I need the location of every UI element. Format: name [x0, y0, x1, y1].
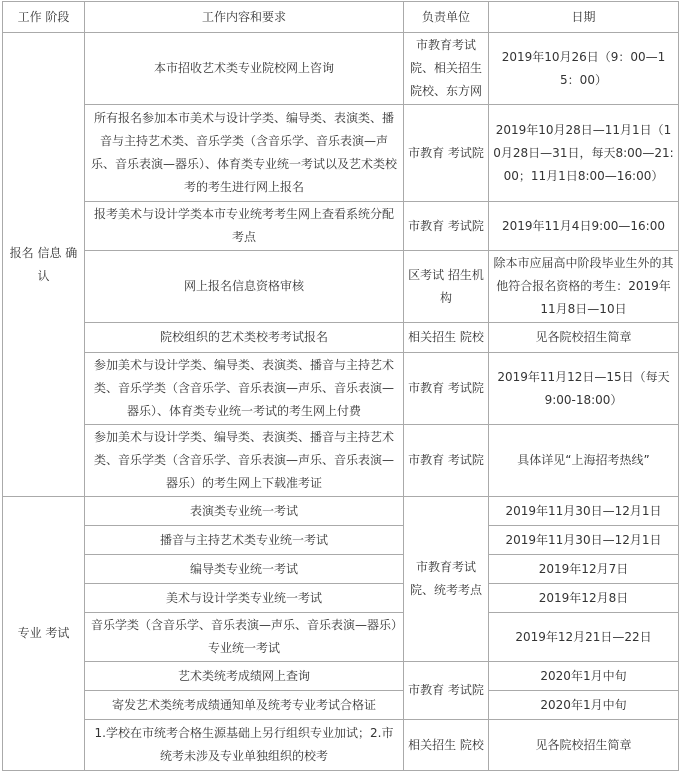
schedule-table-wrapper — [2, 1, 679, 771]
stage-exam: 专业 考试 — [3, 497, 85, 771]
row-unit: 相关招生 院校 — [404, 323, 489, 353]
row-unit: 相关招生 院校 — [404, 720, 489, 771]
header-row — [3, 2, 679, 33]
table-row — [3, 202, 679, 251]
row-content: 播音与主持艺术类专业统一考试 — [85, 526, 404, 555]
row-unit: 市教育考试院、相关招生院校、东方网 — [404, 33, 489, 105]
table-row — [3, 613, 679, 662]
row-date: 2019年12月21日—22日 — [489, 613, 679, 662]
header-unit: 负责单位 — [404, 2, 489, 33]
header-stage: 工作 阶段 — [3, 2, 85, 33]
table-row — [3, 105, 679, 202]
row-content: 本市招收艺术类专业院校网上咨询 — [85, 33, 404, 105]
table-row — [3, 323, 679, 353]
table-row — [3, 662, 679, 691]
row-date: 2019年12月7日 — [489, 555, 679, 584]
header-content: 工作内容和要求 — [85, 2, 404, 33]
row-date: 2019年10月26日（9：00—15：00） — [489, 33, 679, 105]
row-content: 艺术类统考成绩网上查询 — [85, 662, 404, 691]
row-date: 2020年1月中旬 — [489, 662, 679, 691]
row-date: 2019年10月28日—11月1日（10月28日—31日，每天8:00—21:00；11月1日8:00—16:00） — [489, 105, 679, 202]
table-row — [3, 497, 679, 526]
table-row — [3, 555, 679, 584]
row-unit: 市教育 考试院 — [404, 105, 489, 202]
table-row — [3, 425, 679, 497]
schedule-table — [2, 1, 679, 771]
table-row — [3, 720, 679, 771]
row-content: 网上报名信息资格审核 — [85, 251, 404, 323]
row-content: 寄发艺术类统考成绩通知单及统考专业考试合格证 — [85, 691, 404, 720]
table-row — [3, 251, 679, 323]
row-unit-exam-centers: 市教育考试院、统考考点 — [404, 497, 489, 662]
row-date: 2020年1月中旬 — [489, 691, 679, 720]
row-date: 2019年12月8日 — [489, 584, 679, 613]
table-row — [3, 33, 679, 105]
row-content: 所有报名参加本市美术与设计学类、编导类、表演类、播音与主持艺术类、音乐学类（含音乐学、音乐表演—声乐、音乐表演—器乐）、体育类专业统一考试以及艺术类校考的考生进行网上报名 — [85, 105, 404, 202]
row-unit: 市教育 考试院 — [404, 425, 489, 497]
row-unit: 市教育 考试院 — [404, 353, 489, 425]
row-date: 2019年11月30日—12月1日 — [489, 497, 679, 526]
stage-registration: 报名 信息 确认 — [3, 33, 85, 497]
header-date: 日期 — [489, 2, 679, 33]
row-date: 2019年11月30日—12月1日 — [489, 526, 679, 555]
row-content: 参加美术与设计学类、编导类、表演类、播音与主持艺术类、音乐学类（含音乐学、音乐表演—声乐、音乐表演—器乐）的考生网上下载准考证 — [85, 425, 404, 497]
table-row — [3, 691, 679, 720]
row-unit: 区考试 招生机构 — [404, 251, 489, 323]
table-row — [3, 526, 679, 555]
row-content: 参加美术与设计学类、编导类、表演类、播音与主持艺术类、音乐学类（含音乐学、音乐表演—声乐、音乐表演—器乐）、体育类专业统一考试的考生网上付费 — [85, 353, 404, 425]
row-unit: 市教育 考试院 — [404, 202, 489, 251]
row-date: 除本市应届高中阶段毕业生外的其他符合报名资格的考生：2019年11月8日—10日 — [489, 251, 679, 323]
row-date: 见各院校招生简章 — [489, 720, 679, 771]
row-content: 美术与设计学类专业统一考试 — [85, 584, 404, 613]
row-content: 音乐学类（含音乐学、音乐表演—声乐、音乐表演—器乐）专业统一考试 — [85, 613, 404, 662]
row-date: 具体详见“上海招考热线” — [489, 425, 679, 497]
row-unit-scores: 市教育 考试院 — [404, 662, 489, 720]
row-date: 2019年11月12日—15日（每天9:00-18:00） — [489, 353, 679, 425]
row-content: 1.学校在市统考合格生源基础上另行组织专业加试；2.市统考未涉及专业单独组织的校考 — [85, 720, 404, 771]
row-content: 编导类专业统一考试 — [85, 555, 404, 584]
row-content: 院校组织的艺术类校考考试报名 — [85, 323, 404, 353]
table-row — [3, 584, 679, 613]
table-row — [3, 353, 679, 425]
row-content: 报考美术与设计学类本市专业统考考生网上查看系统分配考点 — [85, 202, 404, 251]
row-content: 表演类专业统一考试 — [85, 497, 404, 526]
row-date: 2019年11月4日9:00—16:00 — [489, 202, 679, 251]
row-date: 见各院校招生简章 — [489, 323, 679, 353]
